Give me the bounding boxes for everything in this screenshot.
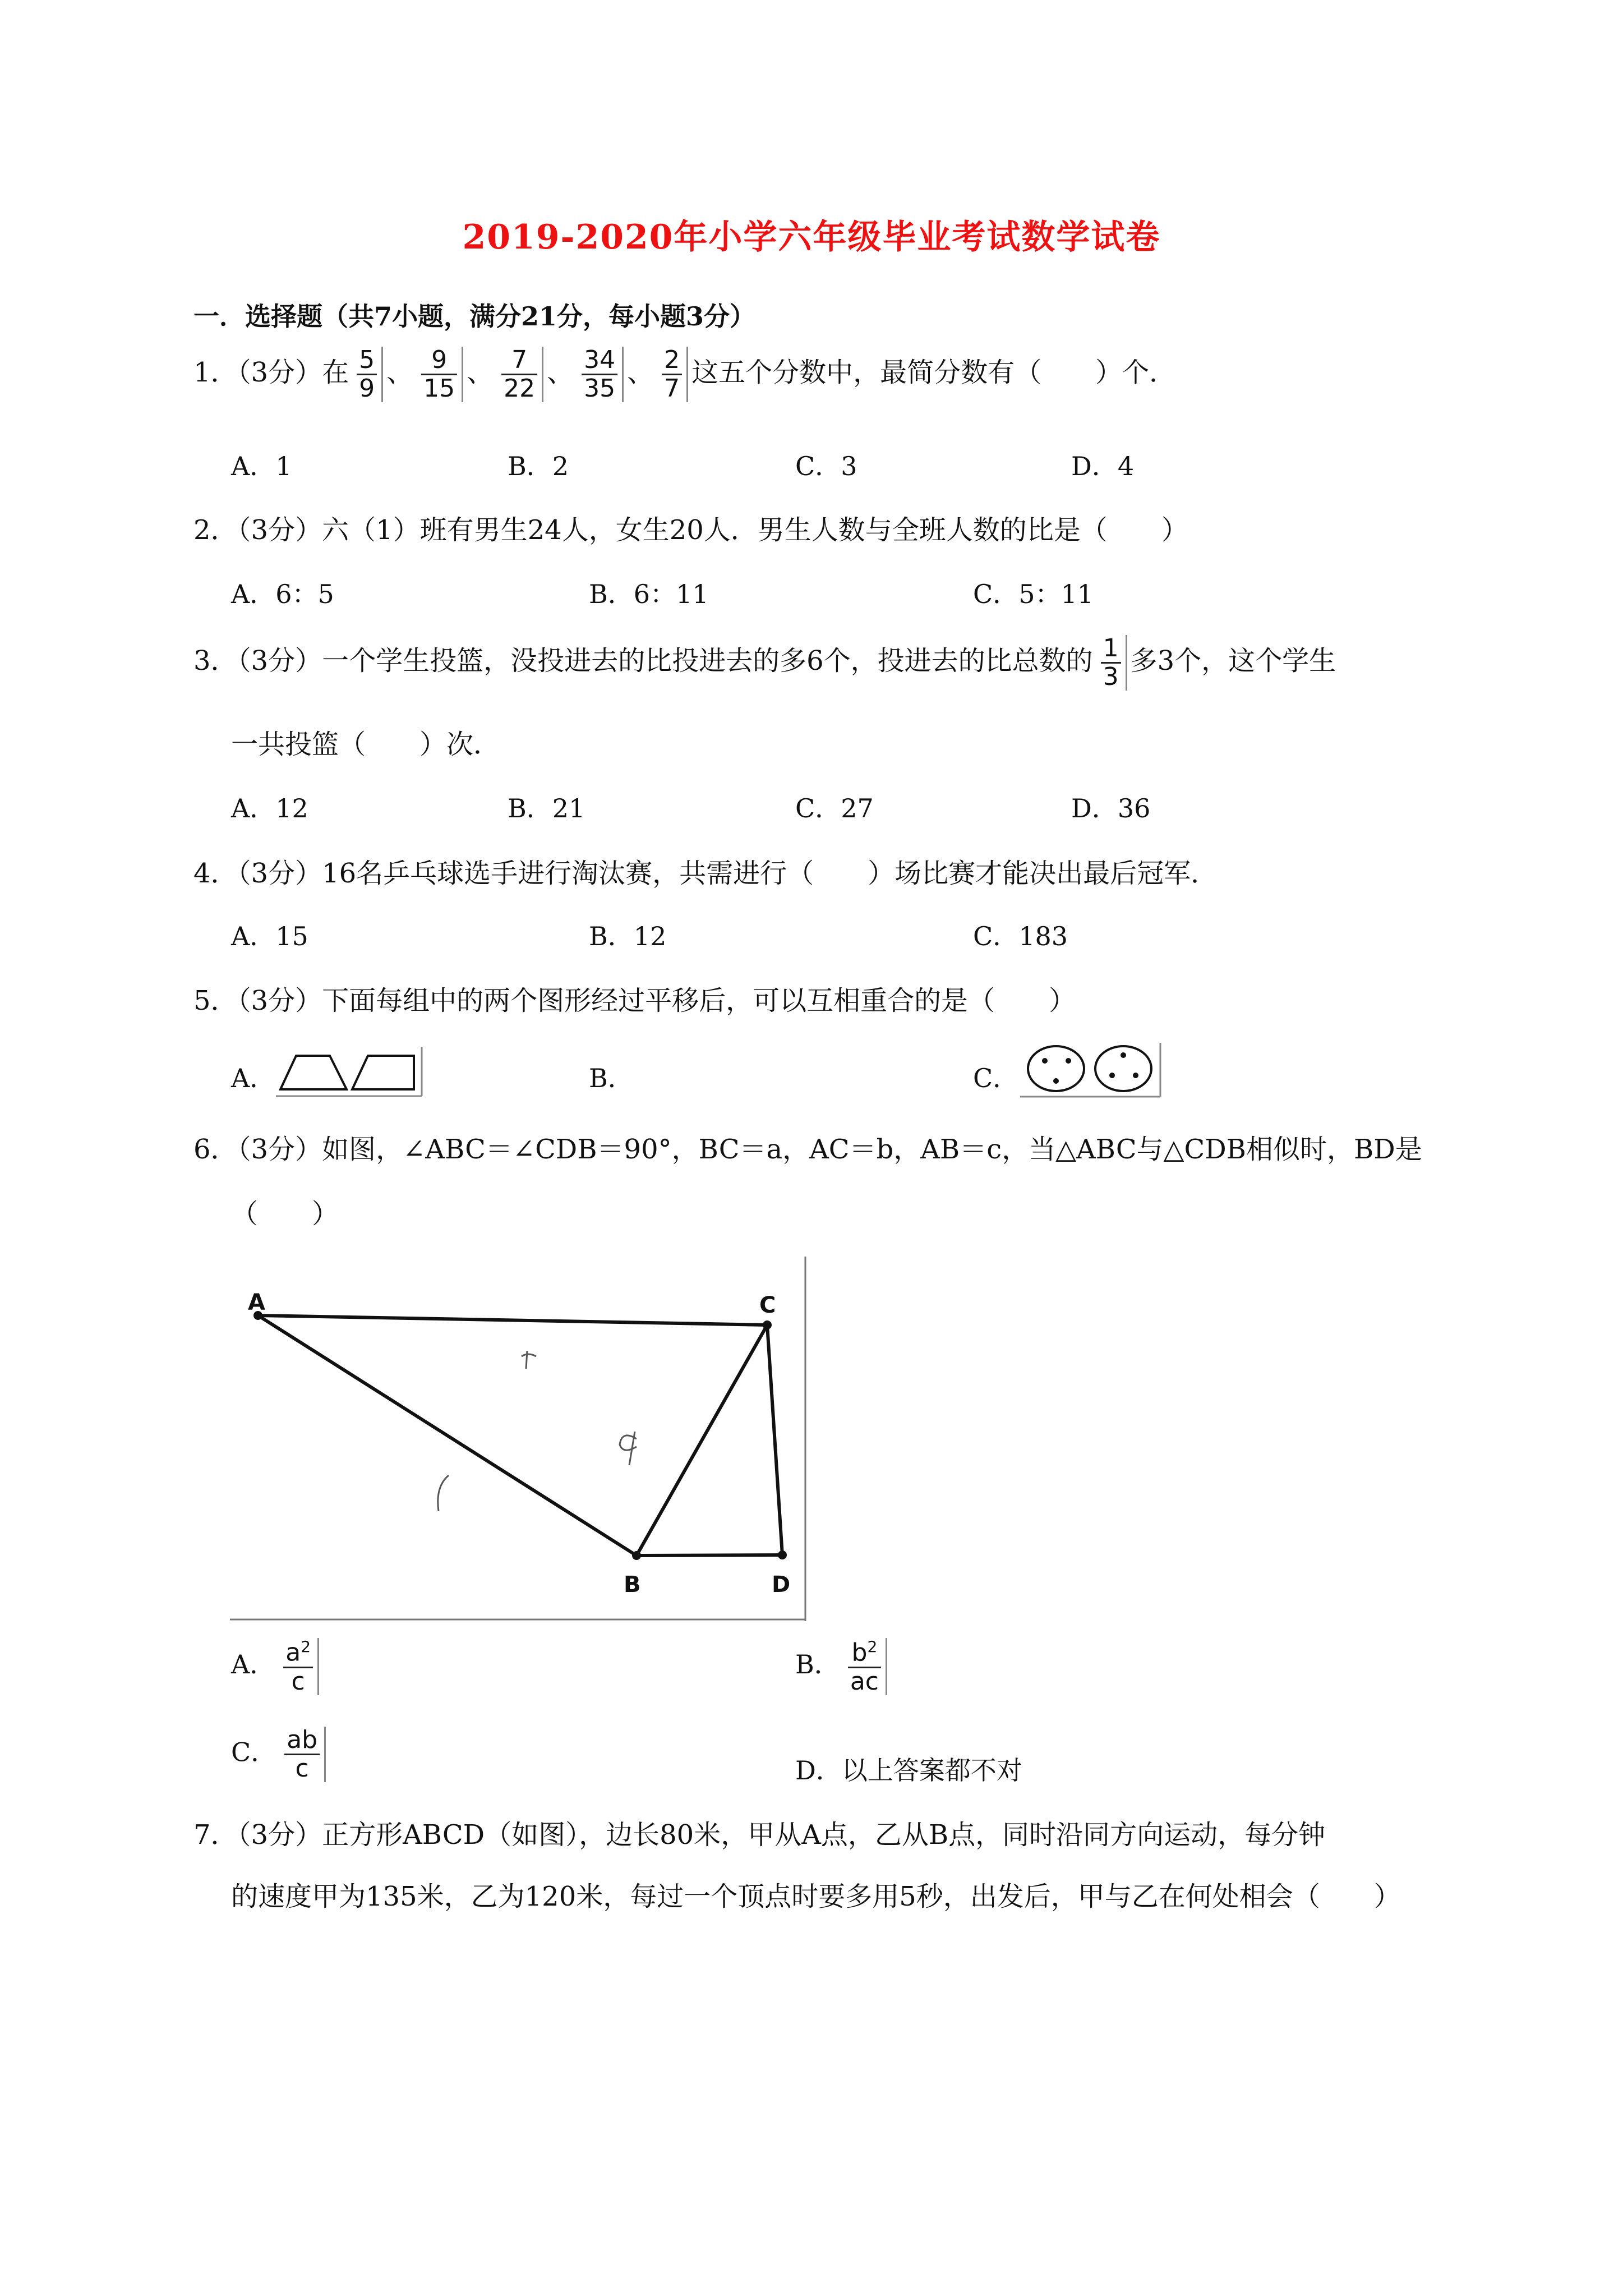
q1-option-c: C．3 <box>795 451 857 481</box>
q4-option-a: A．15 <box>231 921 308 951</box>
q1-option-d: D．4 <box>1071 451 1135 481</box>
q1-option-a: A．1 <box>231 451 292 481</box>
question-4: 4．（3分）16名乒乓球选手进行淘汰赛，共需进行（ ）场比赛才能决出最后冠军． <box>193 858 1218 889</box>
q6-option-a: A． $\frac{a^2}{c}$ <box>231 1638 322 1695</box>
q1-fraction-5: $\frac{2}{7}$ <box>657 347 688 402</box>
q3-option-a: A．12 <box>231 793 308 823</box>
question-6-line2: （ ） <box>231 1198 339 1230</box>
q6-option-d: D．以上答案都不对 <box>795 1755 1022 1786</box>
question-1: 1．（3分）在 $\frac{5}{9}$ 、 $\frac{9}{15}$ 、 $\frac{7}{22}$ 、 $\frac{34}{35}$ 、 $\frac{2}{7}$ 这五个分数中，最简分数有（ ）个． <box>193 346 1177 403</box>
q3-option-c: C．27 <box>795 793 874 823</box>
q1-option-b: B．2 <box>508 451 569 481</box>
q6-label-d: D <box>772 1572 791 1598</box>
q1-fraction-2: $\frac{9}{15}$ <box>417 347 463 402</box>
q1-fraction-3: $\frac{7}{22}$ <box>497 347 543 402</box>
q6-option-c: C． $\frac{ab}{c}$ <box>231 1727 329 1782</box>
question-6: 6．（3分）如图，∠ABC＝∠CDB＝90°，BC＝a，AC＝b，AB＝c，当△ABC与△CDB相似时，BD是 <box>193 1134 1422 1165</box>
page-title: 2019-2020年小学六年级毕业考试数学试卷 <box>462 218 1161 257</box>
question-3: 3．（3分）一个学生投篮，没投进去的比投进去的多6个，投进去的比总数的 $\frac{1}{3}$ 多3个，这个学生 <box>193 634 1336 691</box>
q5-option-a-trapezoids <box>274 1042 424 1098</box>
q4-option-c: C．183 <box>973 921 1068 951</box>
q6-label-a: A <box>248 1290 265 1315</box>
q5-option-a: A． <box>231 1063 276 1093</box>
q6-label-c: C <box>759 1292 776 1318</box>
q6-option-b: B． $\frac{b^2}{ac}$ <box>795 1638 891 1695</box>
q1-prefix: 1．（3分）在 <box>193 357 349 388</box>
q6-label-b: B <box>624 1572 641 1598</box>
q1-suffix: 这五个分数中，最简分数有（ ）个． <box>691 357 1177 388</box>
question-3-line2: 一共投篮（ ）次． <box>231 729 501 760</box>
q5-option-c-circles <box>1018 1041 1164 1099</box>
question-7: 7．（3分）正方形ABCD（如图），边长80米，甲从A点，乙从B点，同时沿同方向运动，每分钟 <box>193 1819 1326 1851</box>
section-heading: 一．选择题（共7小题，满分21分，每小题3分） <box>193 301 756 332</box>
q2-option-c: C．5：11 <box>973 579 1094 609</box>
question-2: 2．（3分）六（1）班有男生24人，女生20人．男生人数与全班人数的比是（ ） <box>193 514 1188 546</box>
q3-option-b: B．21 <box>508 793 585 823</box>
question-7-line2: 的速度甲为135米，乙为120米，每过一个顶点时要多用5秒，出发后，甲与乙在何处相会（ ） <box>231 1881 1401 1912</box>
q2-option-b: B．6：11 <box>589 579 709 609</box>
q1-fraction-4: $\frac{34}{35}$ <box>577 347 624 402</box>
q5-option-b: B． <box>589 1063 634 1093</box>
q1-fraction-1: $\frac{5}{9}$ <box>352 347 383 402</box>
question-5: 5．（3分）下面每组中的两个图形经过平移后，可以互相重合的是（ ） <box>193 985 1076 1016</box>
q5-option-c: C． <box>973 1063 1019 1093</box>
q3-option-d: D．36 <box>1071 793 1151 823</box>
q6-triangle-figure <box>230 1257 808 1621</box>
q4-option-b: B．12 <box>589 921 667 951</box>
q2-option-a: A．6：5 <box>231 579 334 609</box>
q3-fraction: $\frac{1}{3}$ <box>1096 635 1127 691</box>
